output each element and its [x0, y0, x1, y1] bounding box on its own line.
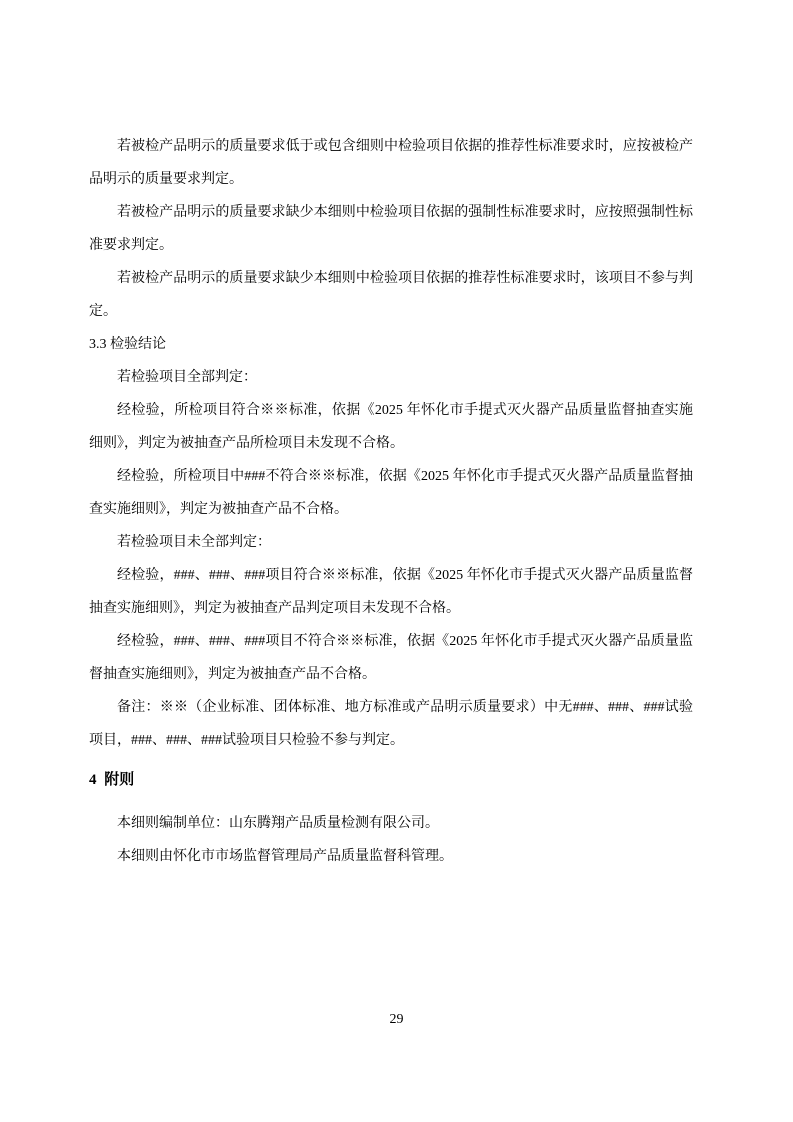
document-body: [89, 130, 693, 873]
page-number: 29: [389, 1012, 404, 1027]
heading-3-3-inspection-conclusion: 3.3 检验结论: [89, 337, 166, 352]
para-quality-requirement-missing-recommended: 若被检产品明示的质量要求缺少本细则中检验项目依据的推荐性标准要求时，该项目不参与判定。: [89, 271, 693, 319]
para-quality-requirement-missing-mandatory: 若被检产品明示的质量要求缺少本细则中检验项目依据的强制性标准要求时，应按照强制性标准要求判定。: [89, 205, 693, 253]
para-conclusion-items-fail: 经检验，所检项目中###不符合※※标准，依据《2025 年怀化市手提式灭火器产品质量监督抽查实施细则》，判定为被抽查产品不合格。: [89, 469, 693, 517]
para-if-not-all-items-judged: 若检验项目未全部判定：: [117, 535, 271, 550]
para-managing-department: 本细则由怀化市市场监督管理局产品质量监督科管理。: [117, 849, 453, 864]
heading-4-supplementary-provisions: 4 附则: [89, 772, 135, 788]
para-drafting-unit: 本细则编制单位：山东腾翔产品质量检测有限公司。: [117, 816, 439, 831]
page-footer: [0, 1003, 793, 1036]
para-quality-requirement-lower-or-contains: 若被检产品明示的质量要求低于或包含细则中检验项目依据的推荐性标准要求时，应按被检产品明示的质量要求判定。: [89, 139, 693, 187]
para-remark-standards-note: 备注：※※（企业标准、团体标准、地方标准或产品明示质量要求）中无###、###、###试验项目，###、###、###试验项目只检验不参与判定。: [89, 700, 693, 748]
para-conclusion-partial-fail: 经检验，###、###、###项目不符合※※标准，依据《2025 年怀化市手提式灭火器产品质量监督抽查实施细则》，判定为被抽查产品不合格。: [89, 634, 693, 682]
para-if-all-items-judged: 若检验项目全部判定：: [117, 370, 257, 385]
para-conclusion-all-items-pass: 经检验，所检项目符合※※标准，依据《2025 年怀化市手提式灭火器产品质量监督抽查实施细则》，判定为被抽查产品所检项目未发现不合格。: [89, 403, 693, 451]
para-conclusion-partial-pass: 经检验，###、###、###项目符合※※标准，依据《2025 年怀化市手提式灭火器产品质量监督抽查实施细则》，判定为被抽查产品判定项目未发现不合格。: [89, 568, 693, 616]
